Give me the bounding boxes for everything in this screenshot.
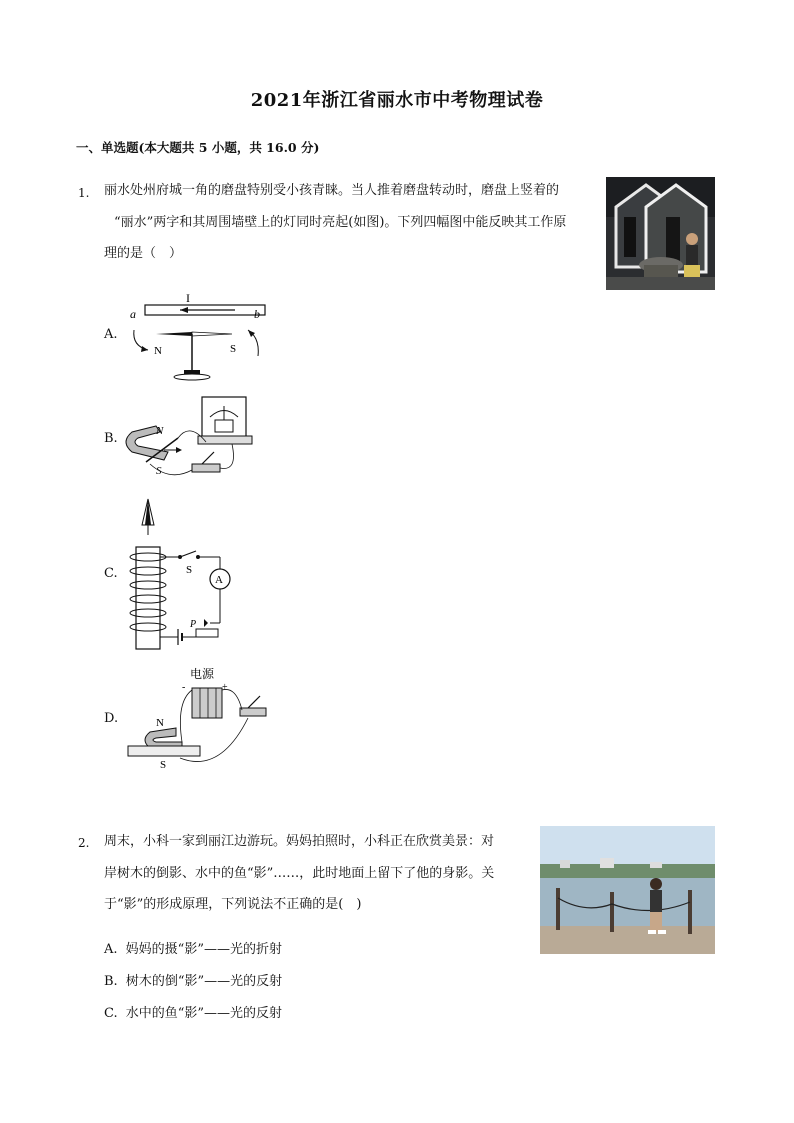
- option-2a-label: A.: [104, 942, 118, 957]
- option-1b-label: B.: [104, 431, 118, 446]
- question-1-line-2: “丽水”两字和其周围墙壁上的灯同时亮起(如图)。下列四幅图中能反映其工作原: [114, 214, 567, 230]
- option-1a-label: A.: [104, 327, 118, 342]
- page-title: 2021年浙江省丽水市中考物理试卷: [250, 90, 544, 111]
- question-1-photo: [606, 177, 715, 290]
- option-2b-text: 树木的倒“影”——光的反射: [125, 974, 283, 989]
- diagram-c-electromagnet: [120, 495, 240, 655]
- diagram-a-label-a: a: [130, 307, 136, 321]
- question-2-option-c: [104, 1002, 282, 1021]
- diagram-d-north: N: [156, 717, 164, 729]
- diagram-b-north: N: [156, 425, 164, 437]
- diagram-a-north: N: [154, 345, 162, 357]
- question-1-line-1: 丽水处州府城一角的磨盘特别受小孩青睐。当人推着磨盘转动时，磨盘上竖着的: [104, 183, 560, 198]
- option-2a-text: 妈妈的摄“影”——光的折射: [125, 942, 282, 957]
- diagram-d-power-label: 电源: [190, 667, 215, 681]
- diagram-a-label-b: b: [254, 307, 260, 321]
- section-heading: 一、单选题(本大题共 5 小题，共 16.0 分): [76, 140, 320, 155]
- question-1-number: 1.: [78, 186, 90, 200]
- question-2-option-a: [104, 938, 282, 957]
- diagram-b-south: S: [156, 465, 162, 477]
- diagram-c-slider-label: P: [190, 619, 197, 630]
- question-2-photo: [540, 826, 715, 954]
- option-1c-label: C.: [104, 566, 118, 581]
- option-2c-text: 水中的鱼“影”——光的反射: [125, 1006, 283, 1021]
- diagram-d-motor: [120, 662, 275, 772]
- diagram-b-induction: [120, 392, 260, 487]
- question-2-text: [104, 826, 540, 921]
- diagram-c-ammeter: A: [215, 574, 223, 586]
- diagram-d-minus: -: [182, 682, 186, 693]
- diagram-a-compass-wire: [120, 288, 270, 383]
- diagram-d-plus: +: [222, 682, 228, 693]
- diagram-d-south: S: [160, 759, 167, 771]
- question-2-line-2: 岸树木的倒影、水中的鱼“影”……，此时地面上留下了他的身影。关: [104, 865, 495, 881]
- diagram-a-current-label: I: [186, 291, 190, 305]
- option-1d-label: D.: [104, 711, 119, 726]
- question-1-text: [104, 175, 604, 270]
- option-2b-label: B.: [104, 974, 118, 989]
- diagram-c-switch-label: S: [186, 564, 193, 576]
- question-2-line-3: 于“影”的形成原理，下列说法不正确的是( ): [104, 897, 362, 912]
- question-2-line-1: 周末，小科一家到丽江边游玩。妈妈拍照时，小科正在欣赏美景：对: [104, 834, 495, 849]
- question-1-line-3: 理的是（ ）: [104, 246, 183, 261]
- option-2c-label: C.: [104, 1006, 118, 1021]
- diagram-a-south: S: [230, 343, 237, 355]
- question-2-option-b: [104, 970, 282, 989]
- question-2-number: 2.: [78, 836, 90, 850]
